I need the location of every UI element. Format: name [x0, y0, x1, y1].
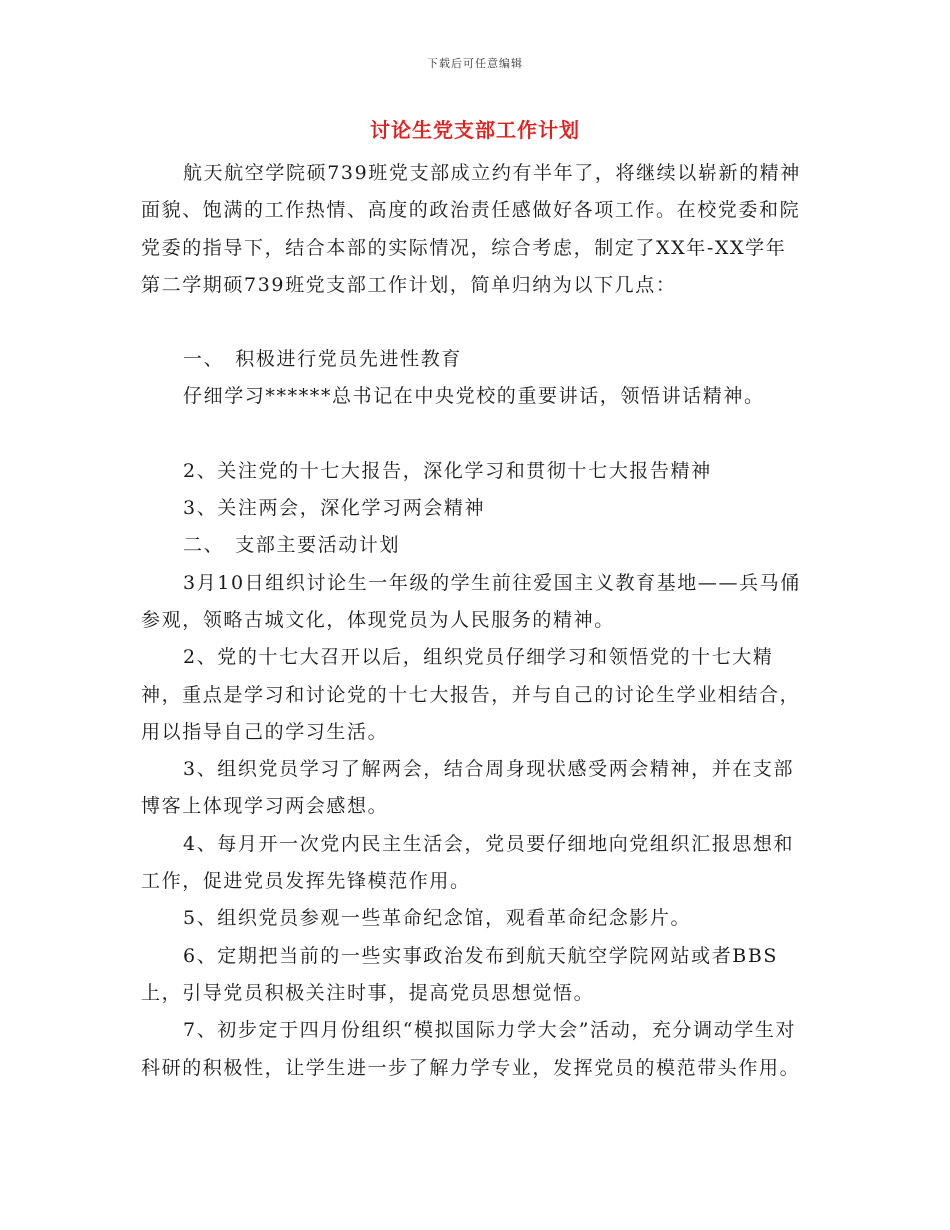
section2-item-4: 4、每月开一次党内民主生活会，党员要仔细地向党组织汇报思想和工作，促进党员发挥先锋模范作用。: [141, 832, 795, 893]
paragraph-spacer: [141, 416, 803, 453]
section2-item-3: 3、组织党员学习了解两会，结合周身现状感受两会精神，并在支部博客上体现学习两会感想。: [141, 758, 795, 818]
section-heading-2: 二、 支部主要活动计划: [183, 534, 401, 557]
section-heading-1: 一、 积极进行党员先进性教育: [183, 348, 462, 371]
section2-item-2: 2、党的十七大召开以后，组织党员仔细学习和领悟党的十七大精神，重点是学习和讨论党的十七大报告，并与自己的讨论生学业相结合，用以指导自己的学习生活。: [141, 646, 801, 743]
header-note: 下载后可任意编辑: [427, 57, 523, 70]
section1-item-1: 仔细学习******总书记在中央党校的重要讲话，领悟讲话精神。: [183, 385, 765, 408]
section2-item-6: 6、定期把当前的一些实事政治发布到航天航空学院网站或者BBS上，引导党员积极关注时事，提高党员思想觉悟。: [141, 944, 779, 1004]
section2-item-5: 5、组织党员参观一些革命纪念馆，观看革命纪念影片。: [183, 907, 692, 930]
paragraph-spacer: [141, 304, 803, 341]
document-body: [141, 155, 803, 1087]
section2-item-1: 3月10日组织讨论生一年级的学生前往爱国主义教育基地——兵马俑参观，领略古城文化，体现党员为人民服务的精神。: [141, 571, 801, 631]
section1-item-3: 3、关注两会，深化学习两会精神: [183, 497, 486, 520]
section2-item-7: 7、初步定于四月份组织“模拟国际力学大会”活动，充分调动学生对科研的积极性，让学生进一步了解力学专业，发挥党员的模范带头作用。: [141, 1019, 801, 1079]
intro-paragraph: 航天航空学院硕739班党支部成立约有半年了，将继续以崭新的精神面貌、饱满的工作热情、高度的政治责任感做好各项工作。在校党委和院党委的指导下，结合本部的实际情况，综合考虑，制定了XX年-XX学年第二学期硕739班党支部工作计划，简单归纳为以下几点：: [141, 162, 801, 296]
document-title: 讨论生党支部工作计划: [370, 118, 580, 142]
section1-item-2: 2、关注党的十七大报告，深化学习和贯彻十七大报告精神: [183, 459, 712, 482]
